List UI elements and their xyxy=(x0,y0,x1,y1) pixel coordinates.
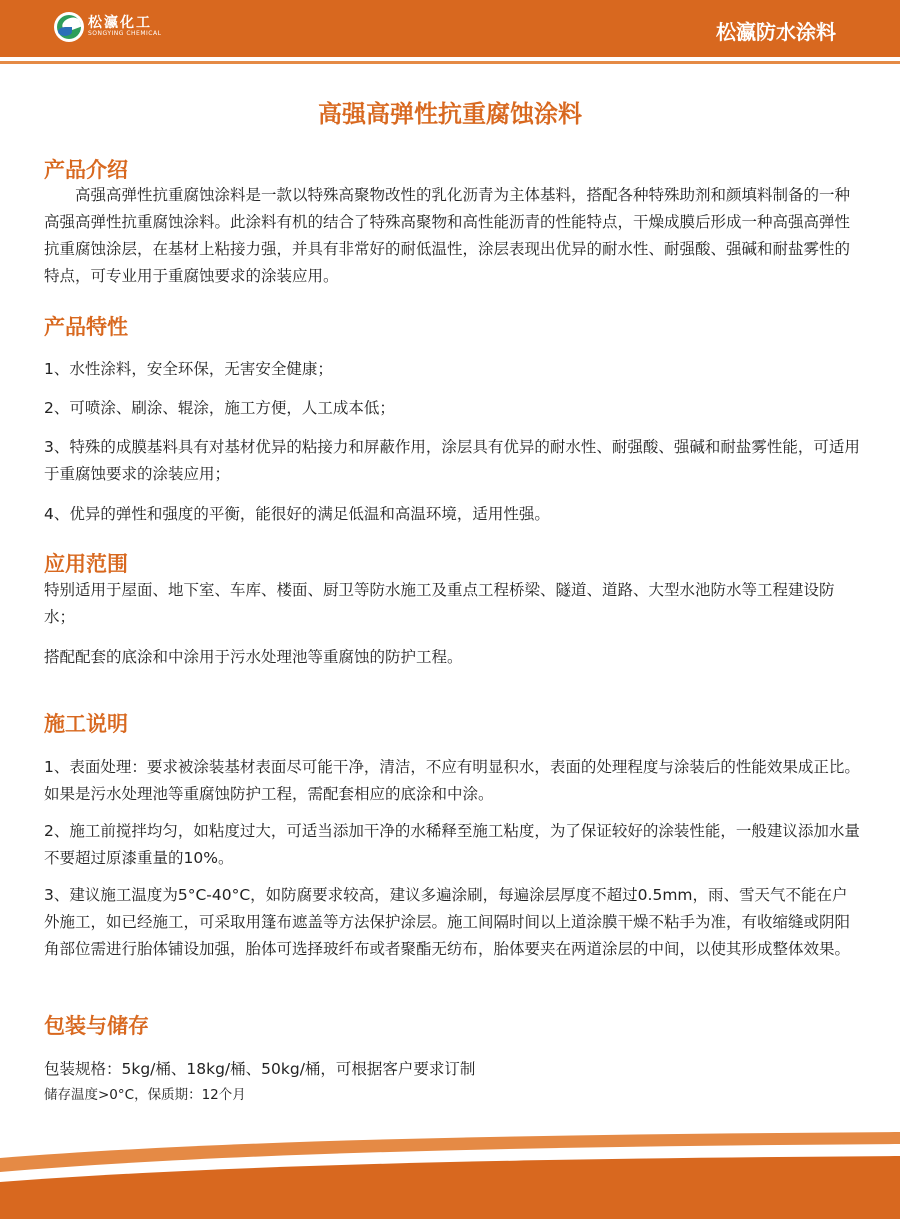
company-logo-icon xyxy=(54,12,84,42)
brand-title: 松瀛防水涂料 xyxy=(716,20,836,44)
section-heading-scope: 应用范围 xyxy=(44,552,128,576)
feature-item: 3、特殊的成膜基料具有对基材优异的粘接力和屏蔽作用，涂层具有优异的耐水性、耐强酸、强碱和耐盐雾性能，可适用于重腐蚀要求的涂装应用； xyxy=(44,438,860,483)
intro-paragraph: 高强高弹性抗重腐蚀涂料是一款以特殊高聚物改性的乳化沥青为主体基料，搭配各种特殊助剂和颜填料制备的一种高强高弹性抗重腐蚀涂料。此涂料有机的结合了特殊高聚物和高性能沥青的性能特点，干燥成膜后形成一种高强高弹性抗重腐蚀涂层，在基材上粘接力强，并具有非常好的耐低温性，涂层表现出优异的耐水性、耐强酸、强碱和耐盐雾性的特点，可专业用于重腐蚀要求的涂装应用。 xyxy=(44,186,851,285)
footer-wave-decoration xyxy=(0,1128,900,1219)
packaging-spec: 包装规格：5kg/桶、18kg/桶、50kg/桶，可根据客户要求订制 xyxy=(44,1060,476,1078)
construction-item: 3、建议施工温度为5°C-40°C，如防腐要求较高，建议多遍涂刷，每遍涂层厚度不超过0.5mm，雨、雪天气不能在户外施工，如已经施工，可采取用篷布遮盖等方法保护涂层。施工间隔时间以上道涂膜干燥不粘手为准，有收缩缝或阴阳角部位需进行胎体铺设加强，胎体可选择玻纤布或者聚酯无纺布，胎体要夹在两道涂层的中间，以使其形成整体效果。 xyxy=(44,886,851,958)
feature-item: 4、优异的弹性和强度的平衡，能很好的满足低温和高温环境，适用性强。 xyxy=(44,505,550,523)
section-heading-packaging: 包装与储存 xyxy=(44,1014,149,1038)
feature-item: 2、可喷涂、刷涂、辊涂，施工方便，人工成本低； xyxy=(44,399,395,417)
section-heading-features: 产品特性 xyxy=(44,315,128,339)
scope-item: 特别适用于屋面、地下室、车库、楼面、厨卫等防水施工及重点工程桥梁、隧道、道路、大型水池防水等工程建设防水； xyxy=(44,581,835,626)
header-divider-accent xyxy=(0,61,900,64)
storage-info: 储存温度>0°C，保质期：12个月 xyxy=(44,1087,246,1103)
header-bar xyxy=(0,0,900,57)
feature-item: 1、水性涂料，安全环保，无害安全健康； xyxy=(44,360,333,378)
document-title: 高强高弹性抗重腐蚀涂料 xyxy=(318,100,582,128)
section-heading-construction: 施工说明 xyxy=(44,712,128,736)
section-heading-intro: 产品介绍 xyxy=(44,158,128,182)
scope-item: 搭配配套的底涂和中涂用于污水处理池等重腐蚀的防护工程。 xyxy=(44,648,463,666)
logo-subtext: SONGYING CHEMICAL xyxy=(88,30,162,37)
construction-item: 2、施工前搅拌均匀，如粘度过大，可适当添加干净的水稀释至施工粘度，为了保证较好的涂装性能，一般建议添加水量不要超过原漆重量的10%。 xyxy=(44,822,860,867)
logo-text: 松瀛化工 xyxy=(88,15,152,31)
construction-item: 1、表面处理：要求被涂装基材表面尽可能干净，清洁，不应有明显积水，表面的处理程度与涂装后的性能效果成正比。如果是污水处理池等重腐蚀防护工程，需配套相应的底涂和中涂。 xyxy=(44,758,860,803)
